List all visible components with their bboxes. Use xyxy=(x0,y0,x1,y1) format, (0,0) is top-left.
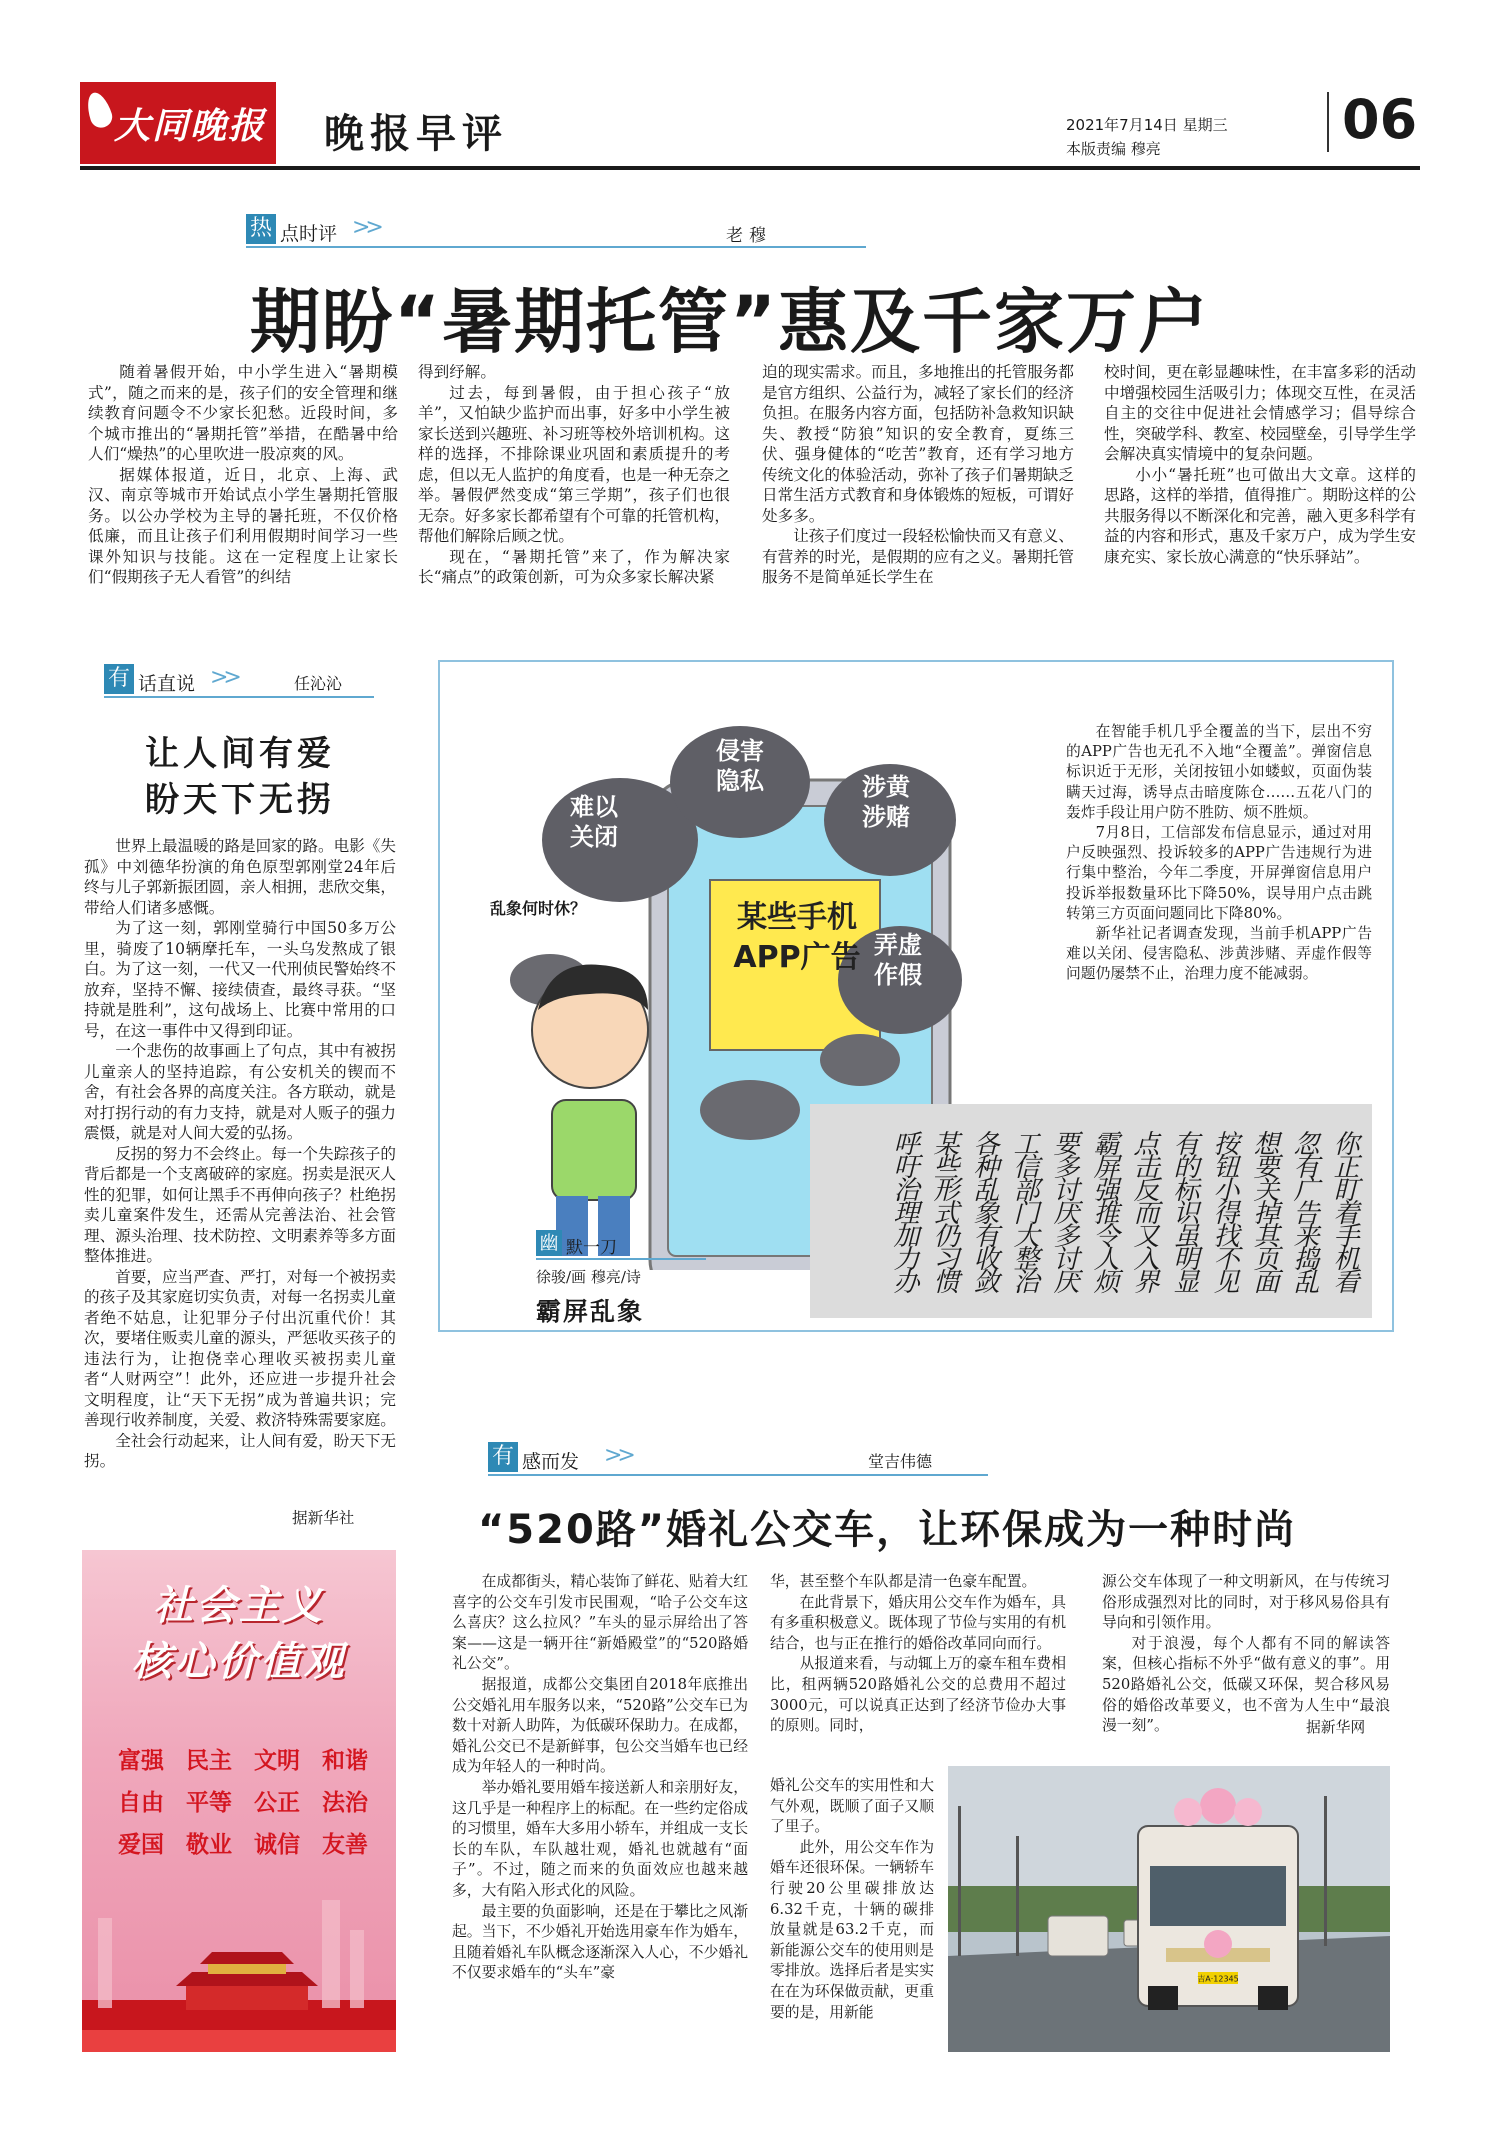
talk-headline-1: 让人间有爱 xyxy=(145,734,335,774)
cartoon-speech: 乱象何时休？ xyxy=(490,899,587,918)
poster-skyline-graphic xyxy=(82,1880,396,2052)
byline: 老穆 xyxy=(726,226,772,246)
page-number: 06 xyxy=(1342,88,1418,151)
logo xyxy=(80,82,276,164)
poem-line-8: 要多讨厌多讨厌 xyxy=(1049,1130,1079,1291)
poem-line-11: 某些形式仍习惯 xyxy=(929,1130,959,1291)
tag-label: 点时评 xyxy=(280,223,338,245)
talk-source: 据新华社 xyxy=(292,1509,355,1527)
phone-ad-text: 某些手机 APP广告 xyxy=(733,900,861,975)
cartoon-credits: 徐骏/画 穆亮/诗 xyxy=(536,1268,641,1286)
cartoon-text: 在智能手机几乎全覆盖的当下，层出不穷的APP广告也无孔不入地“全覆盖”。弹窗信息标识近于无形，关闭按钮小如蝼蚁，页面伪装瞒天过海，诱导点击暗度陈仓……五花八门的轰炸手段让用户防不胜防、烦不胜烦。 7月8日，工信部发布信息显示，通过对用户反映强烈、投诉较多的APP广告违规行为进行集中整治，今年二季度，开屏弹窗信息用户投诉举报数量环比下降50%，误导用户点击跳转第三方页面问题同比下降80%。 新华社记者调查发现，当前手机APP广告难以关闭、侵害隐私、涉黄涉赌、弄虚作假等问题仍屡禁不止，治理力度不能减弱。 xyxy=(1066,723,1372,983)
masthead-rule xyxy=(80,166,1420,170)
values-poster xyxy=(82,1550,396,2052)
poem-line-12: 呼吁治理加力办 xyxy=(889,1130,919,1291)
poster-title-1: 社会主义 xyxy=(153,1582,325,1629)
cloud-label-1: 难以 关闭 xyxy=(570,793,618,851)
tag-char: 有 xyxy=(488,1442,518,1472)
tag-char: 有 xyxy=(104,664,134,694)
issue-date: 2021年7月14日 星期三 xyxy=(1066,116,1228,134)
poem-panel xyxy=(810,1104,1372,1318)
poster-values-row-3: 爱国 敬业 诚信 友善 xyxy=(118,1832,368,1858)
byline: 堂吉伟德 xyxy=(868,1452,933,1471)
cloud-label-2: 侵害 隐私 xyxy=(716,737,764,795)
byline: 任沁沁 xyxy=(294,674,343,693)
tag-label: 感而发 xyxy=(522,1451,580,1473)
cartoon-box xyxy=(438,660,1394,1332)
page-editor: 本版责编 穆亮 xyxy=(1066,140,1161,158)
humor-section-bar xyxy=(536,1230,706,1260)
wedding-bus-photo xyxy=(948,1766,1390,2052)
feel-col-2-narrow: 婚礼公交车的实用性和大气外观，既顺了面子又顺了里子。 此外，用公交车作为婚车还很环保。一辆轿车行驶20公里碳排放达6.32千克，十辆的碳排放量就是63.2千克，而新能源公交车的使用则是零排放。选择后者是实实在在为环保做贡献，更重要的是，用新能 xyxy=(770,1777,934,2021)
hot-col-1: 随着暑假开始，中小学生进入“暑期模式”，随之而来的是，孩子们的安全管理和继续教育问题令不少家长犯愁。近段时间，多个城市推出的“暑期托管”举措，在酷暑中给人们“燥热”的心里吹进一股凉爽的风。 据媒体报道，近日，北京、上海、武汉、南京等城市开始试点小学生暑期托管服务。以公办学校为主导的暑托班，不仅价格低廉，而且让孩子们利用假期时间学习一些课外知识与技能。这在一定程度上让家长们“假期孩子无人看管”的纠结 xyxy=(88,363,398,586)
feel-col-1: 在成都街头，精心装饰了鲜花、贴着大红喜字的公交车引发市民围观，“哈子公交车这么喜庆？这么拉风？”车头的显示屏给出了答案——这是一辆开往“新婚殿堂”的“520路婚礼公交”。 据报道，成都公交集团自2018年底推出公交婚礼用车服务以来，“520路”公交车已为数十对新人助阵，为低碳环保助力。在成都，婚礼公交已不是新鲜事，包公交当婚车也已经成为年轻人的一种时尚。 举办婚礼要用婚车接送新人和亲朋好友，这几乎是一种程序上的标配。在一些约定俗成的习惯里，婚车大多用小轿车，并组成一支长长的车队，车队越壮观，婚礼也就越有“面子”。不过，随之而来的负面效应也越来越多，大有陷入形式化的风险。 最主要的负面影响，还是在于攀比之风渐起。当下，不少婚礼开始选用豪车作为婚车，且随着婚礼车队概念逐渐深入人心，不少婚礼不仅要求婚车的“头车”豪 xyxy=(452,1573,748,1982)
logo-text: 大同晚报 xyxy=(114,105,267,147)
tag-arrows: >> xyxy=(352,215,379,240)
section-title: 晚报早评 xyxy=(324,110,508,157)
poem-line-10: 各种乱象有收敛 xyxy=(969,1130,999,1291)
poem-line-9: 工信部门大整治 xyxy=(1009,1130,1039,1291)
cloud-label-4: 弄虚 作假 xyxy=(874,931,922,989)
poem-line-7: 霸屏强推令人烦 xyxy=(1089,1130,1119,1291)
tag-char: 幽 xyxy=(536,1230,562,1256)
hot-col-3: 迫的现实需求。而且，多地推出的托管服务都是官方组织、公益行为，减轻了家长们的经济负担。在服务内容方面，包括防补急救知识缺失、教授“防狼”知识的安全教育，夏练三伏、强身健体的“吃苦”教育，还有学习地方传统文化的体验活动，弥补了孩子们暑期缺乏日常生活方式教育和身体锻炼的短板，可谓好处多多。 让孩子们度过一段轻松愉快而又有意义、有营养的时光，是假期的应有之义。暑期托管服务不是简单延长学生在 xyxy=(762,363,1074,586)
tag-label: 默一刀 xyxy=(566,1238,617,1258)
feel-section-bar xyxy=(488,1442,988,1476)
poem-line-2: 忽有广告来捣乱 xyxy=(1289,1130,1319,1291)
flame-icon xyxy=(83,89,115,130)
masthead xyxy=(80,80,1420,170)
poem-columns xyxy=(886,1130,1362,1320)
poem-line-5: 有的标识虽明显 xyxy=(1169,1130,1199,1291)
cloud-label-3: 涉黄 涉赌 xyxy=(862,773,910,831)
poem-line-6: 点击反而又入界 xyxy=(1129,1130,1159,1291)
poster-values-row-1: 富强 民主 文明 和谐 xyxy=(118,1748,368,1774)
feel-source: 据新华网 xyxy=(1306,1719,1366,1736)
tag-arrows: >> xyxy=(210,665,237,690)
feel-col-2-top: 华，甚至整个车队都是清一色豪车配置。 在此背景下，婚庆用公交车作为婚车，具有多重积极意义。既体现了节俭与实用的有机结合，也与正在推行的婚俗改革同向而行。 从报道来看，与动辄上万的豪车租车费相比，租两辆520路婚礼公交的总费用不超过3000元，可以说真正达到了经济节俭办大事的原则。同时， xyxy=(770,1573,1066,1735)
tag-label: 话直说 xyxy=(138,673,196,695)
poem-line-4: 按钮小得找不见 xyxy=(1209,1130,1239,1291)
bus-license-plate: 吉A·12345 xyxy=(1197,1974,1239,1984)
feel-headline: “520路”婚礼公交车，让环保成为一种时尚 xyxy=(478,1507,1297,1553)
feel-col-3: 源公交车体现了一种文明新风，在与传统习俗形成强烈对比的同时，对于移风易俗具有导向和引领作用。 对于浪漫，每个人都有不同的解读答案，但核心指标不外乎“做有意义的事”。用520路婚礼公交，低碳又环保，契合移风易俗的婚俗改革要义，也不啻为人生中“最浪漫一刻”。 xyxy=(1102,1573,1390,1735)
header-divider xyxy=(1327,92,1329,152)
poem-line-1: 你正盯着手机看 xyxy=(1329,1130,1359,1291)
poster-values-row-2: 自由 平等 公正 法治 xyxy=(118,1790,368,1816)
talk-body: 世界上最温暖的路是回家的路。电影《失孤》中刘德华扮演的角色原型郭刚堂24年后终与儿子郭新振团圆，亲人相拥，悲欣交集，带给人们诸多感慨。 为了这一刻，郭刚堂骑行中国50多万公里，骑废了10辆摩托车，一头乌发熬成了银白。为了这一刻，一代又一代刑侦民警始终不放弃，坚持不懈、接续债查，最终寻获。“坚持就是胜利”，这句战场上、比赛中常用的口号，在这一事件中又得到印证。 一个悲伤的故事画上了句点，其中有被拐儿童亲人的坚持追踪，有公安机关的锲而不舍，有社会各界的高度关注。各方联动，就是对打拐行动的有力支持，就是对人贩子的强力震慑，就是对人间大爱的弘扬。 反拐的努力不会终止。每一个失踪孩子的背后都是一个支离破碎的家庭。拐卖是泯灭人性的犯罪，如何让黑手不再伸向孩子？杜绝拐卖儿童案件发生，还需从完善法治、社会管理、源头治理、技术防控、文明素养等多方面整体推进。 首要，应当严查、严打，对每一个被拐卖的孩子及其家庭切实负责，对每一名拐卖儿童者绝不姑息，让犯罪分子付出沉重代价！其次，要堵住贩卖儿童的源头，严惩收买孩子的违法行为，让抱侥幸心理收买被拐卖儿童者“人财两空”！此外，还应进一步提升社会文明程度，让“天下无拐”成为普遍共识；完善现行收养制度，关爱、救济特殊需要家庭。 全社会行动起来，让人间有爱，盼天下无拐。 xyxy=(84,837,396,1470)
hot-headline: 期盼“暑期托管”惠及千家万户 xyxy=(250,281,1211,363)
talk-section-bar xyxy=(104,664,374,698)
hot-col-2: 得到纾解。 过去，每到暑假，由于担心孩子“放羊”，又怕缺少监护而出事，好多中小学生被家长送到兴趣班、补习班等校外培训机构。这样的选择，不排除课业巩固和素质提升的考虑，但以无人监护的角度看，也是一种无奈之举。暑假俨然变成“第三学期”，孩子们也很无奈。好多家长都希望有个可靠的托管机构，帮他们解除后顾之忧。 现在，“暑期托管”来了，作为解决家长“痛点”的政策创新，可为众多家长解决紧 xyxy=(418,363,730,586)
cartoon-title: 霸屏乱象 xyxy=(536,1297,645,1326)
tag-char: 热 xyxy=(246,214,276,244)
hot-section-bar xyxy=(246,214,866,248)
poster-title-2: 核心价值观 xyxy=(131,1638,347,1685)
hot-col-4: 校时间，更在彰显趣味性，在丰富多彩的活动中增强校园生活吸引力；体现交互性，在灵活自主的交往中促进社会情感学习；倡导综合性，突破学科、教室、校园壁垒，引导学生学会解决真实情境中的复杂问题。 小小“暑托班”也可做出大文章。这样的思路，这样的举措，值得推广。期盼这样的公共服务得以不断深化和完善，融入更多科学有益的内容和形式，惠及千家万户，成为学生安康充实、家长放心满意的“快乐驿站”。 xyxy=(1104,363,1416,566)
poem-line-3: 想要关掉其页面 xyxy=(1249,1130,1279,1291)
tag-arrows: >> xyxy=(604,1443,631,1468)
talk-headline-2: 盼天下无拐 xyxy=(145,780,335,820)
